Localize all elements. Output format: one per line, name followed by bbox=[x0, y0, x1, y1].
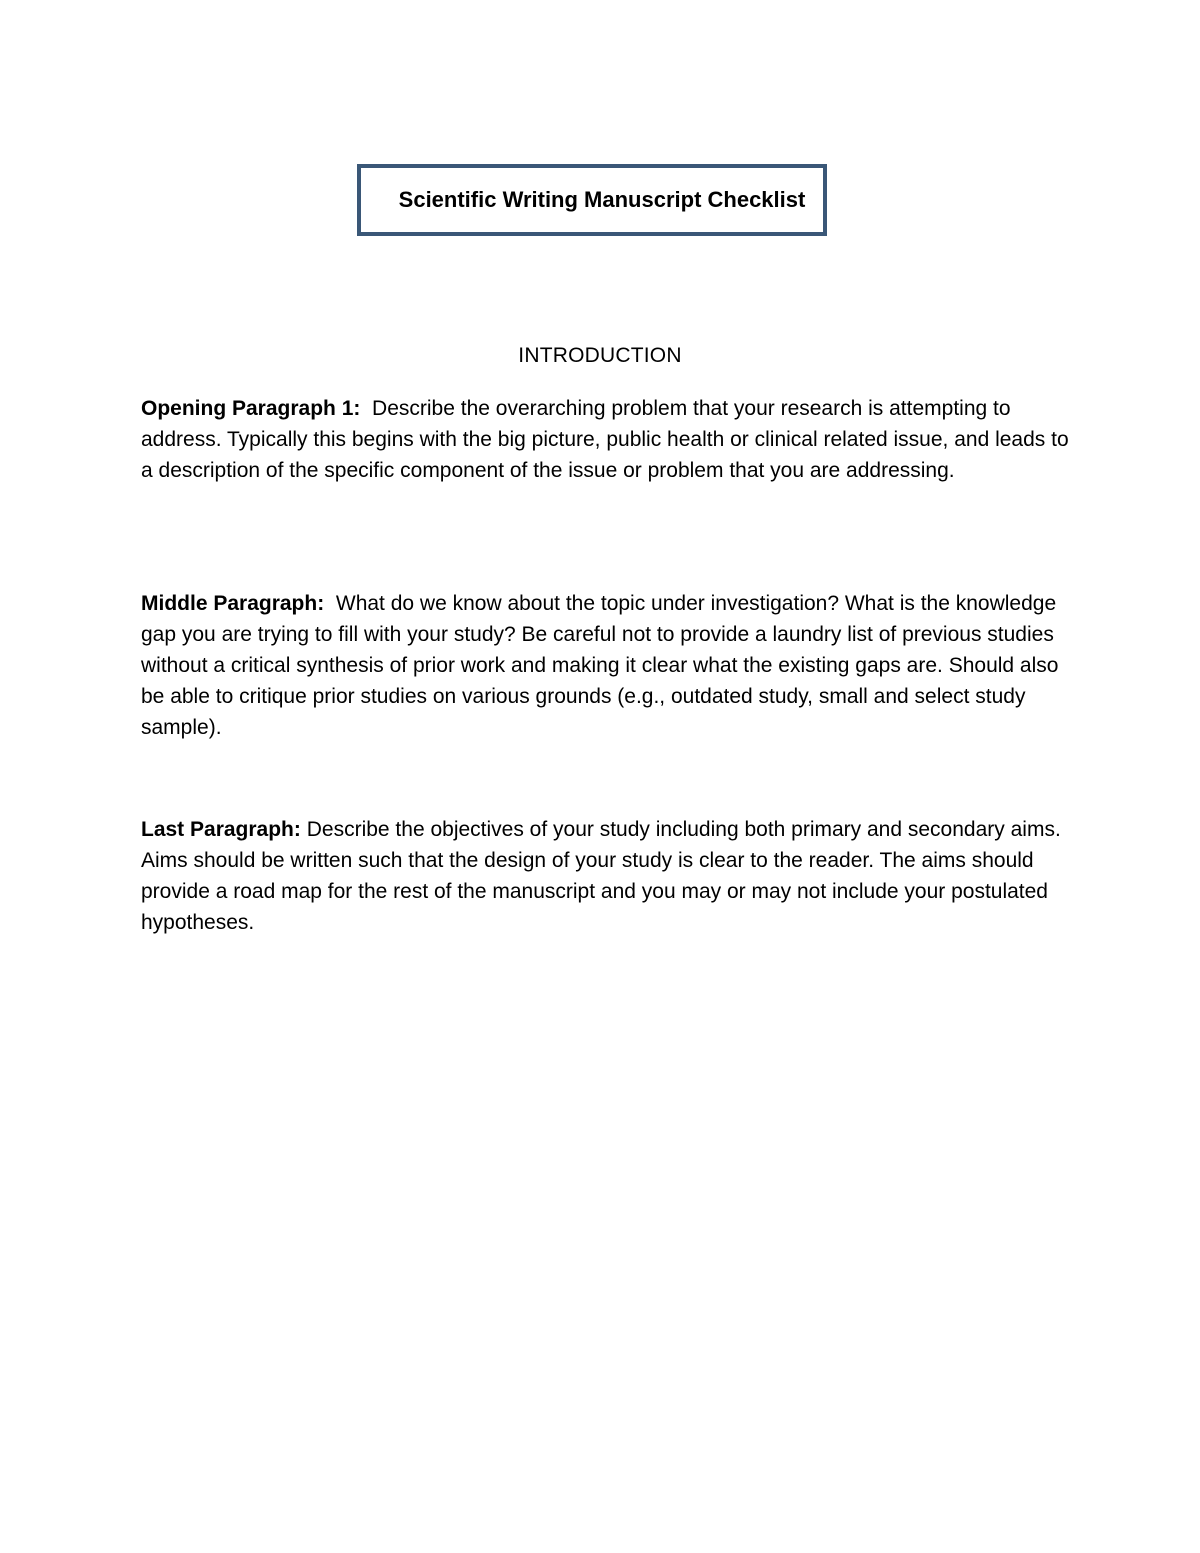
paragraph-middle bbox=[141, 588, 1071, 743]
paragraph-text: Describe the overarching problem that your research is attempting to address. Typically this begins with the big picture, public health or clinical related issue, and leads to a description of the specific component of the issue or problem that you are addressing. bbox=[141, 397, 1069, 482]
paragraph-label: Opening Paragraph 1: bbox=[141, 397, 361, 420]
paragraph-text: Describe the objectives of your study including both primary and secondary aims. Aims should be written such that the design of your study is clear to the reader. The aims should provide a road map for the rest of the manuscript and you may or may not include your postulated hypotheses. bbox=[141, 818, 1061, 934]
title-box bbox=[357, 164, 827, 236]
paragraph-label: Last Paragraph: bbox=[141, 818, 301, 841]
paragraph-opening bbox=[141, 393, 1071, 486]
document-title: Scientific Writing Manuscript Checklist bbox=[398, 187, 806, 212]
paragraph-text: What do we know about the topic under investigation? What is the knowledge gap you are trying to fill with your study? Be careful not to provide a laundry list of previous studies without a critical synthesis of prior work and making it clear what the existing gaps are. Should also be able to critique prior studies on various grounds (e.g., outdated study, small and select study sample). bbox=[141, 592, 1059, 739]
paragraph-last bbox=[141, 814, 1071, 938]
paragraph-label: Middle Paragraph: bbox=[141, 592, 325, 615]
section-heading: INTRODUCTION bbox=[518, 344, 682, 367]
